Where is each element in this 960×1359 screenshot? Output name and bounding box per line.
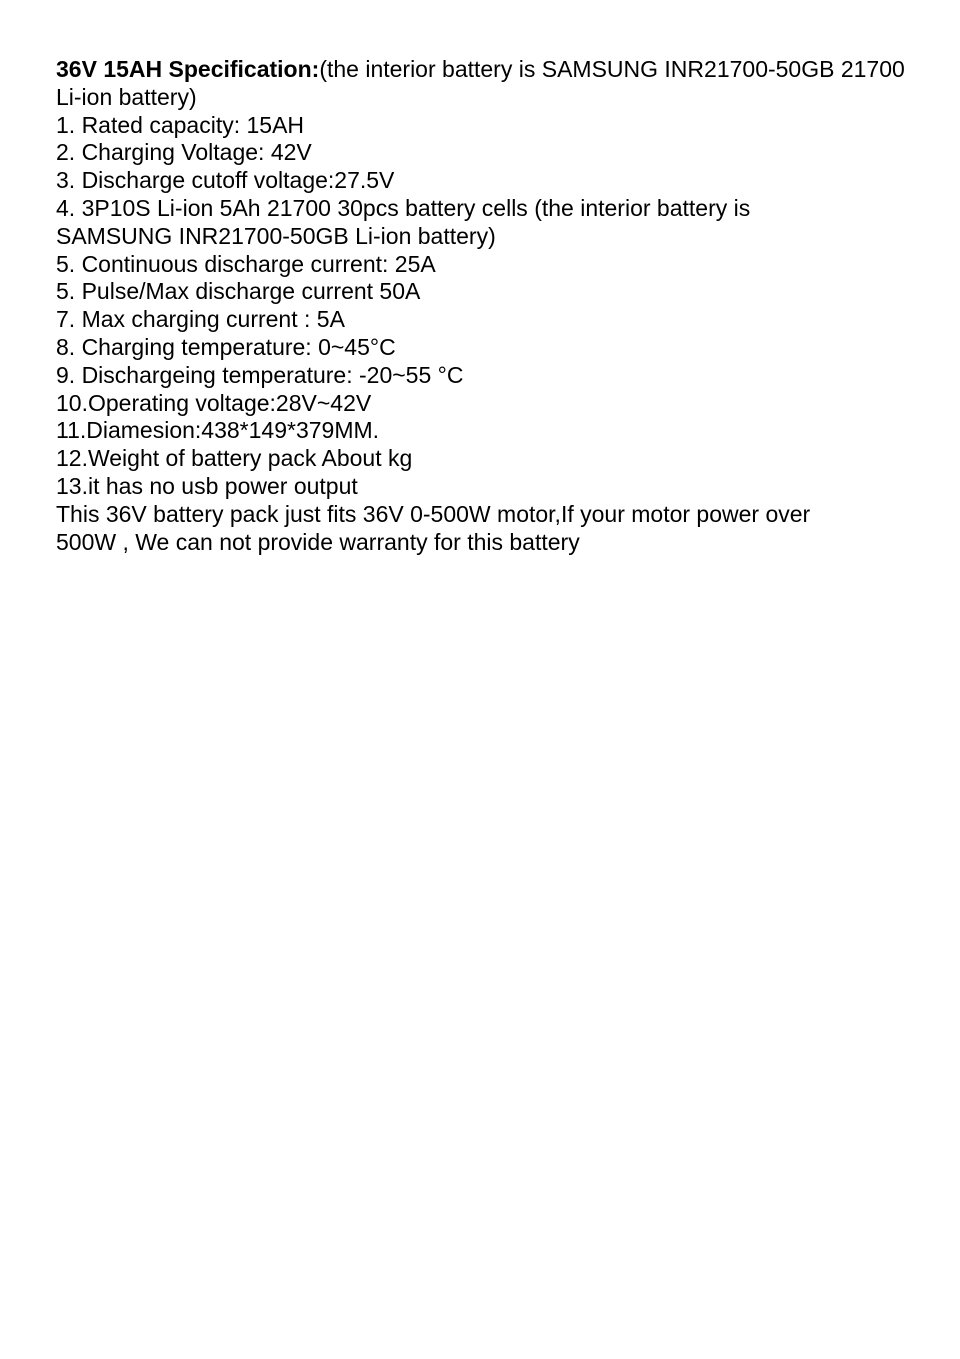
spec-item-weight: 12.Weight of battery pack About kg	[56, 445, 413, 472]
warranty-note: This 36V battery pack just fits 36V 0-500W motor,If your motor power over 500W , We can not provide warranty for this battery	[56, 500, 811, 555]
spec-item-discharge-cutoff: 3. Discharge cutoff voltage:27.5V	[56, 167, 395, 194]
spec-heading	[56, 56, 916, 112]
spec-item-dimension: 11.Diamesion:438*149*379MM.	[56, 417, 380, 444]
spec-item-charging-voltage: 2. Charging Voltage: 42V	[56, 139, 312, 166]
spec-item-operating-voltage: 10.Operating voltage:28V~42V	[56, 389, 372, 416]
spec-item-usb-output: 13.it has no usb power output	[56, 472, 358, 499]
spec-item-continuous-discharge: 5. Continuous discharge current: 25A	[56, 250, 436, 277]
spec-item-cells: 4. 3P10S Li-ion 5Ah 21700 30pcs battery cells (the interior battery is SAMSUNG INR21700-50GB Li-ion battery)	[56, 194, 751, 249]
spec-document	[56, 56, 916, 556]
spec-title: 36V 15AH Specification:	[56, 56, 320, 82]
spec-item-max-charging-current: 7. Max charging current : 5A	[56, 306, 345, 333]
spec-item-discharging-temperature: 9. Dischargeing temperature: -20~55 °C	[56, 361, 464, 388]
spec-item-rated-capacity: 1. Rated capacity: 15AH	[56, 111, 305, 138]
spec-title-detail: (the interior battery is SAMSUNG INR21700-50GB 21700 Li-ion battery)	[56, 56, 905, 110]
spec-item-pulse-discharge: 5. Pulse/Max discharge current 50A	[56, 278, 421, 305]
spec-item-charging-temperature: 8. Charging temperature: 0~45°C	[56, 333, 396, 360]
